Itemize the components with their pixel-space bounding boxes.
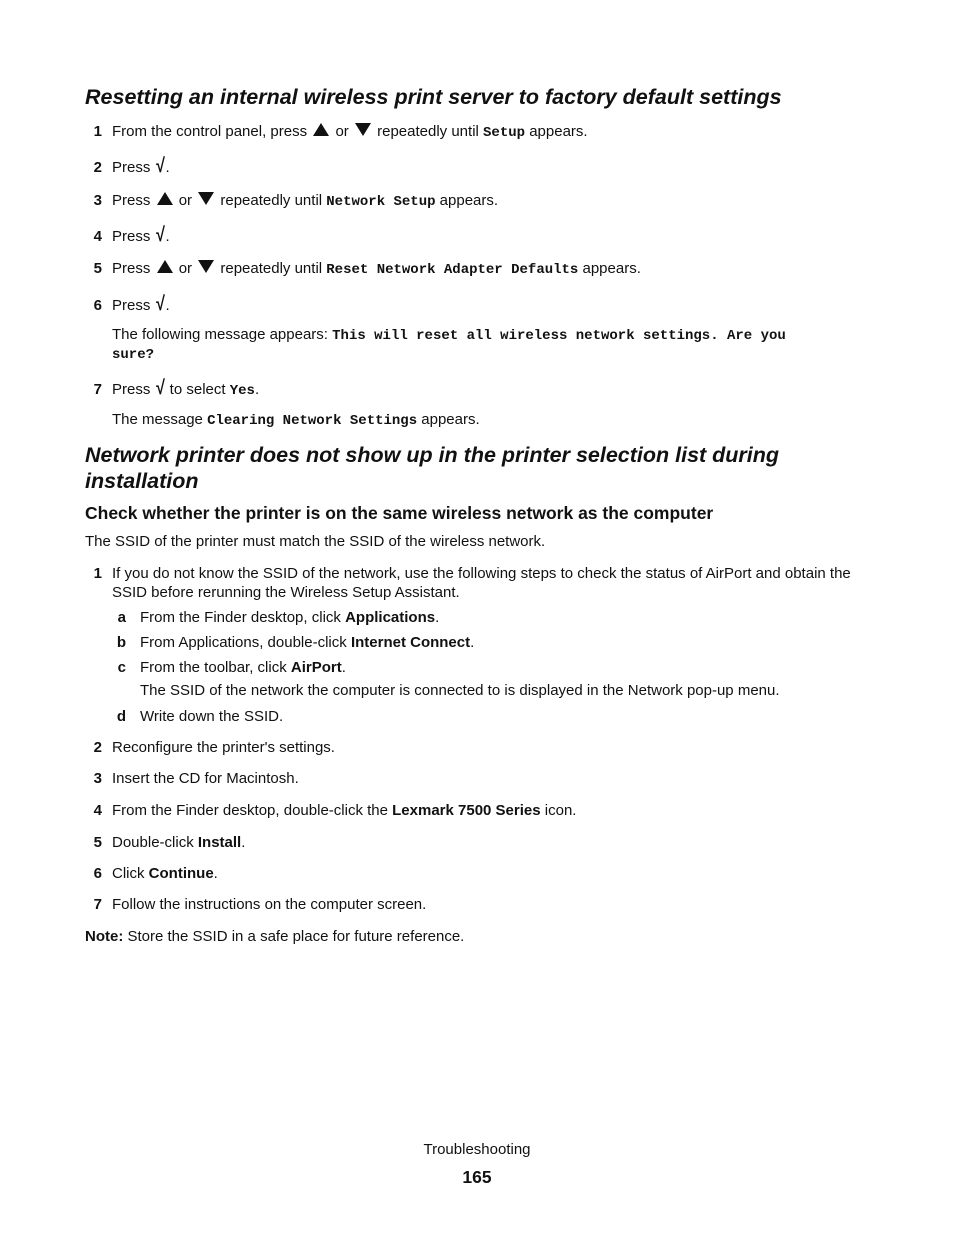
substep-c-note: The SSID of the network the computer is connected to is displayed in the Network pop-up menu. xyxy=(140,682,780,699)
page-number: 165 xyxy=(462,1167,492,1187)
subheading-check-network: Check whether the printer is on the same wireless network as the computer xyxy=(85,503,714,523)
checkmark-icon: √ xyxy=(155,155,165,177)
reset-step-6-message: The following message appears: This will reset all wireless network settings. Are you xyxy=(112,326,786,344)
checkmark-icon: √ xyxy=(155,293,165,315)
arrow-up-icon xyxy=(313,123,329,136)
reset-step-7-message: The message Clearing Network Settings appears. xyxy=(112,411,480,429)
arrow-up-icon xyxy=(157,260,173,273)
section-heading-network-printer: Network printer does not show up in the printer selection list during installation xyxy=(85,443,780,493)
arrow-down-icon xyxy=(198,192,214,205)
footer-chapter-label: Troubleshooting xyxy=(423,1141,531,1158)
arrow-down-icon xyxy=(198,260,214,273)
document-page: Resetting an internal wireless print server to factory default settings 1 From the control panel, press or repeatedly until Setup appears. 2 Press √. 3 Press or repeatedly until Network Setup appears. 4 Press √. 5 Press or repeatedly until Reset Network Adapter Defaults appears. 6 Press √. The following message appears: This will reset all wireless network settings. Are you sure? 7 Press √ to select Yes. The message Clearing Network Settings appears. Network printer does not show up in the printer selection list during installation Check whether the printer is on the same wireless network as the computer The SSID of the printer must match the SSID of the wireless network. 1 If you do not know the SSID of the network, use the following steps to check the status of AirPort and obtain the SSID before rerunning the Wireless Setup Assistant. a From the Finder desktop, click Applications. b From Applications, double-click Internet Connect. c From the toolbar, click AirPort. The SSID of the network the computer is connected to is displayed in the Network pop-up menu. d Write down the SSID. 2 Reconfigure the printer's settings. 3 Insert the CD for Macintosh. 4 From the Finder desktop, double-click the Lexmark 7500 Series icon. 5 Double-click Install. 6 Click Continue. 7 Follow the instructions on the computer screen. Note: Store the SSID in a safe place for future reference. Troubleshooting 165 xyxy=(0,0,954,1235)
checkmark-icon: √ xyxy=(155,224,165,246)
checkmark-icon: √ xyxy=(155,377,165,399)
arrow-up-icon xyxy=(157,192,173,205)
intro-paragraph: The SSID of the printer must match the SSID of the wireless network. xyxy=(85,533,546,550)
reset-step-6-message-cont: sure? xyxy=(112,347,155,363)
arrow-down-icon xyxy=(355,123,371,136)
note-paragraph: Note: Store the SSID in a safe place for future reference. xyxy=(85,928,465,945)
section-heading-reset: Resetting an internal wireless print server to factory default settings xyxy=(85,85,782,109)
